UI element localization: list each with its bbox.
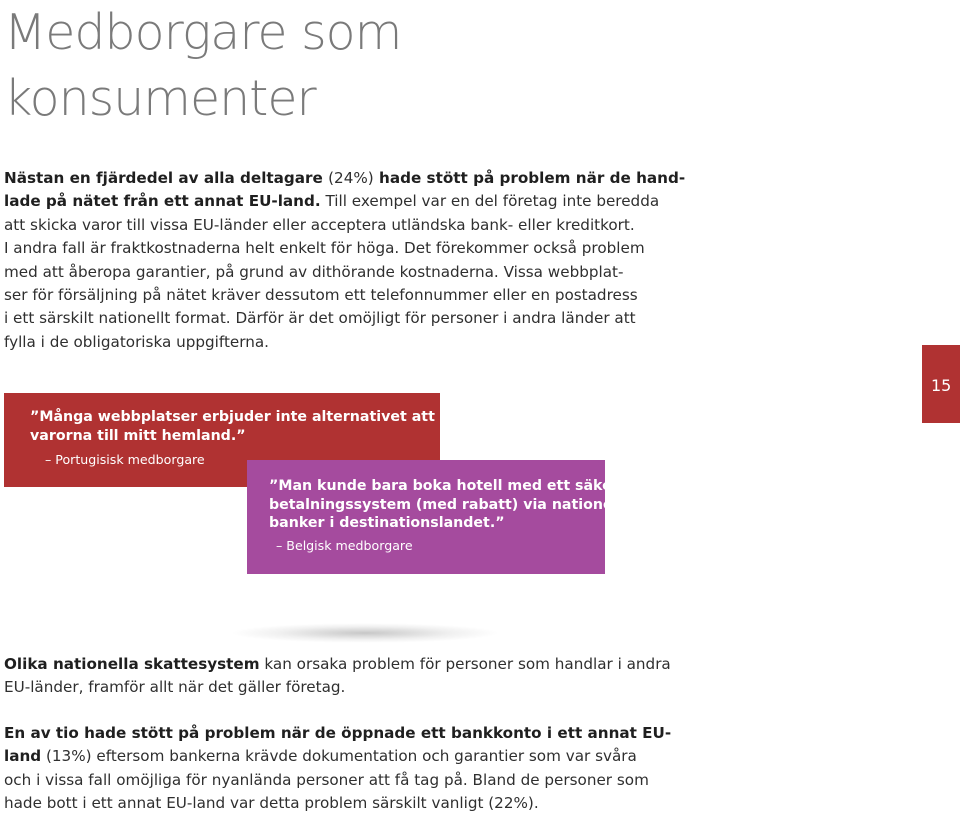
text-line [4, 745, 637, 768]
page-number: 15 [931, 376, 952, 395]
normal-text: Till exempel var en del företag inte beredda [320, 192, 660, 211]
quote-line: ”Många webbplatser erbjuder inte alternativet att skicka [30, 409, 490, 425]
quote-attribution: – Portugisisk medborgare [45, 452, 205, 467]
text-line: EU-länder, framför allt när det gäller företag. [4, 678, 346, 697]
text-line [4, 653, 671, 676]
text-line: och i vissa fall omöjliga för nyanlända personer att få tag på. Bland de personer som [4, 770, 649, 789]
normal-text: (24%) [328, 169, 374, 187]
text-line: i ett särskilt nationellt format. Därför är det omöjligt för personer i andra länder att [4, 309, 636, 328]
page-title [4, 0, 604, 132]
text-line: ser för försäljning på nätet kräver dessutom ett telefonnummer eller en postadress [4, 286, 638, 305]
intro-paragraph [4, 167, 686, 354]
divider-shadow [230, 623, 500, 643]
text-line: med att åberopa garantier, på grund av dithörande kostnaderna. Vissa webbplat- [4, 262, 624, 281]
normal-text: kan orsaka problem för personer som handlar i andra [259, 655, 671, 673]
quote-line: ”Man kunde bara boka hotell med ett säkert [269, 478, 626, 494]
quote-attribution: – Belgisk medborgare [276, 538, 413, 553]
title-line-2: konsumenter [4, 70, 316, 127]
quote-line: varorna till mitt hemland.” [30, 427, 246, 444]
quote-line: banker i destinationslandet.” [269, 515, 505, 531]
bold-text: Olika nationella skattesystem [4, 655, 260, 673]
tax-paragraph [4, 653, 671, 700]
bold-text: En av tio hade stött på problem när de öppnade ett bankkonto i ett annat EU- [4, 724, 672, 742]
text-line: att skicka varor till vissa EU-länder eller acceptera utländska bank- eller kreditkort. [4, 215, 635, 234]
text-line [4, 190, 660, 213]
quote-line: betalningssystem (med rabatt) via nationella [269, 496, 632, 513]
bold-text: lade på nätet från ett annat EU-land. [4, 192, 321, 211]
text-line [4, 167, 686, 190]
text-line: fylla i de obligatoriska uppgifterna. [4, 332, 269, 351]
bold-text: Nästan en fjärdedel av alla deltagare [4, 169, 329, 187]
quote-box-belgian [247, 460, 632, 574]
quote-text [269, 477, 632, 533]
text-line [4, 722, 672, 745]
title-line-1: Medborgare som [4, 4, 402, 61]
bold-text: hade stött på problem när de hand- [373, 169, 686, 187]
text-line: I andra fall är fraktkostnaderna helt enkelt för höga. Det förekommer också problem [4, 239, 645, 258]
bank-paragraph [4, 722, 672, 816]
normal-text: (13%) eftersom bankerna krävde dokumentation och garantier som var svåra [41, 747, 637, 766]
bold-text: land [4, 747, 42, 766]
text-line: hade bott i ett annat EU-land var detta problem särskilt vanligt (22%). [4, 794, 539, 813]
quote-text [30, 408, 490, 445]
